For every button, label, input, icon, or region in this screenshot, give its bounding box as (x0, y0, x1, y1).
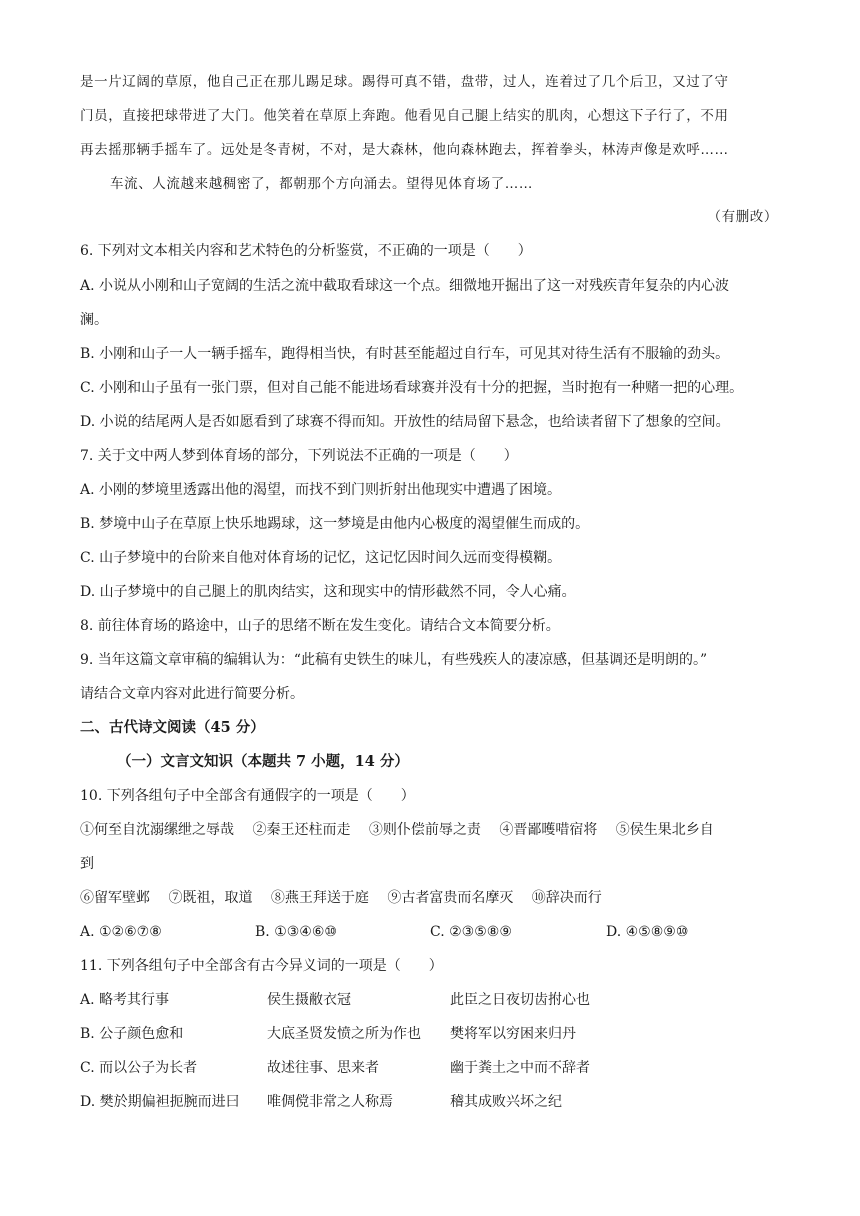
question-11-option-d-col-1: D. 樊於期偏袒扼腕而进曰 (80, 1094, 240, 1110)
question-6-option-c: C. 小刚和山子虽有一张门票，但对自己能不能进场看球赛并没有十分的把握，当时抱有一种赌一把的心理。 (80, 380, 744, 396)
question-10-option-c: C. ②③⑤⑧⑨ (430, 924, 512, 940)
passage-line-3: 再去摇那辆手摇车了。远处是冬青树，不对，是大森林，他向森林跑去，挥着拳头，林涛声像是欢呼…… (80, 142, 729, 158)
question-11-option-d-col-2: 唯倜傥非常之人称焉 (267, 1094, 393, 1110)
question-9-line-2: 请结合文章内容对此进行简要分析。 (80, 686, 304, 702)
question-6-stem: 6. 下列对文本相关内容和艺术特色的分析鉴赏，不正确的一项是（ ） (80, 243, 532, 259)
question-11-option-c-col-3: 幽于粪土之中而不辞者 (450, 1060, 590, 1076)
question-11-option-a-col-3: 此臣之日夜切齿拊心也 (450, 992, 590, 1008)
question-6-option-b: B. 小刚和山子一人一辆手摇车，跑得相当快，有时甚至能超过自行车，可见其对待生活有不服输的劲头。 (80, 346, 730, 362)
question-9-line-1: 9. 当年这篇文章审稿的编辑认为：“此稿有史铁生的味儿，有些残疾人的凄凉感，但基调还是明朗的。” (80, 652, 708, 668)
question-11-option-c-col-2: 故述往事、思来者 (267, 1060, 379, 1076)
question-6-option-a: A. 小说从小刚和山子宽阔的生活之流中截取看球这一个点。细微地开掘出了这一对残疾青年复杂的内心波 (80, 278, 730, 294)
question-11-option-d-col-3: 稽其成败兴坏之纪 (450, 1094, 562, 1110)
question-7-stem: 7. 关于文中两人梦到体育场的部分，下列说法不正确的一项是（ ） (80, 448, 518, 464)
question-11-option-a-col-2: 侯生摄敝衣冠 (267, 992, 351, 1008)
question-7-option-d: D. 山子梦境中的自己腿上的肌肉结实，这和现实中的情形截然不同，令人心痛。 (80, 584, 576, 600)
section-2-subtitle: （一）文言文知识（本题共 7 小题，14 分） (117, 753, 409, 770)
question-10-option-d: D. ④⑤⑧⑨⑩ (606, 924, 689, 940)
question-11-option-a-col-1: A. 略考其行事 (80, 992, 170, 1008)
question-11-option-b-col-3: 樊将军以穷困来归丹 (450, 1026, 576, 1042)
question-11-option-b-col-2: 大底圣贤发愤之所为作也 (267, 1026, 421, 1042)
question-6-option-d: D. 小说的结尾两人是否如愿看到了球赛不得而知。开放性的结局留下悬念，也给读者留下了想象的空间。 (80, 414, 730, 430)
question-10-stem: 10. 下列各组句子中全部含有通假字的一项是（ ） (80, 788, 415, 804)
section-2-title: 二、古代诗文阅读（45 分） (80, 719, 265, 736)
question-11-option-c-col-1: C. 而以公子为长者 (80, 1060, 198, 1076)
source-note: （有删改） (707, 209, 778, 225)
question-10-option-b: B. ①③④⑥⑩ (255, 924, 337, 940)
question-10-option-a: A. ①②⑥⑦⑧ (80, 924, 162, 940)
question-11-stem: 11. 下列各组句子中全部含有古今异义词的一项是（ ） (80, 958, 443, 974)
question-7-option-c: C. 山子梦境中的台阶来自他对体育场的记忆，这记忆因时间久远而变得模糊。 (80, 550, 562, 566)
question-8: 8. 前往体育场的路途中，山子的思绪不断在发生变化。请结合文本简要分析。 (80, 618, 560, 634)
question-10-sentences-row-1: ①何至自沈溺缧绁之辱哉 ②秦王还柱而走 ③则仆偿前辱之责 ④晋鄙嚄唶宿将 ⑤侯生果北乡自 (80, 822, 714, 838)
question-11-option-b-col-1: B. 公子颜色愈和 (80, 1026, 184, 1042)
passage-line-2: 门员，直接把球带进了大门。他笑着在草原上奔跑。他看见自己腿上结实的肌肉，心想这下子行了，不用 (80, 108, 729, 124)
passage-closing: 车流、人流越来越稠密了，都朝那个方向涌去。望得见体育场了…… (110, 176, 533, 192)
passage-line-1: 是一片辽阔的草原，他自己正在那儿踢足球。踢得可真不错，盘带，过人，连着过了几个后卫，又过了守 (80, 74, 729, 90)
question-10-sentences-row-2: ⑥留军壁邺 ⑦既祖，取道 ⑧燕王拜送于庭 ⑨古者富贵而名摩灭 ⑩辞决而行 (80, 890, 602, 906)
question-10-sentences-row-1-cont: 到 (80, 856, 94, 872)
question-7-option-a: A. 小刚的梦境里透露出他的渴望，而找不到门则折射出他现实中遭遇了困境。 (80, 482, 562, 498)
question-6-option-a-cont: 澜。 (80, 312, 108, 328)
question-7-option-b: B. 梦境中山子在草原上快乐地踢球，这一梦境是由他内心极度的渴望催生而成的。 (80, 516, 590, 532)
